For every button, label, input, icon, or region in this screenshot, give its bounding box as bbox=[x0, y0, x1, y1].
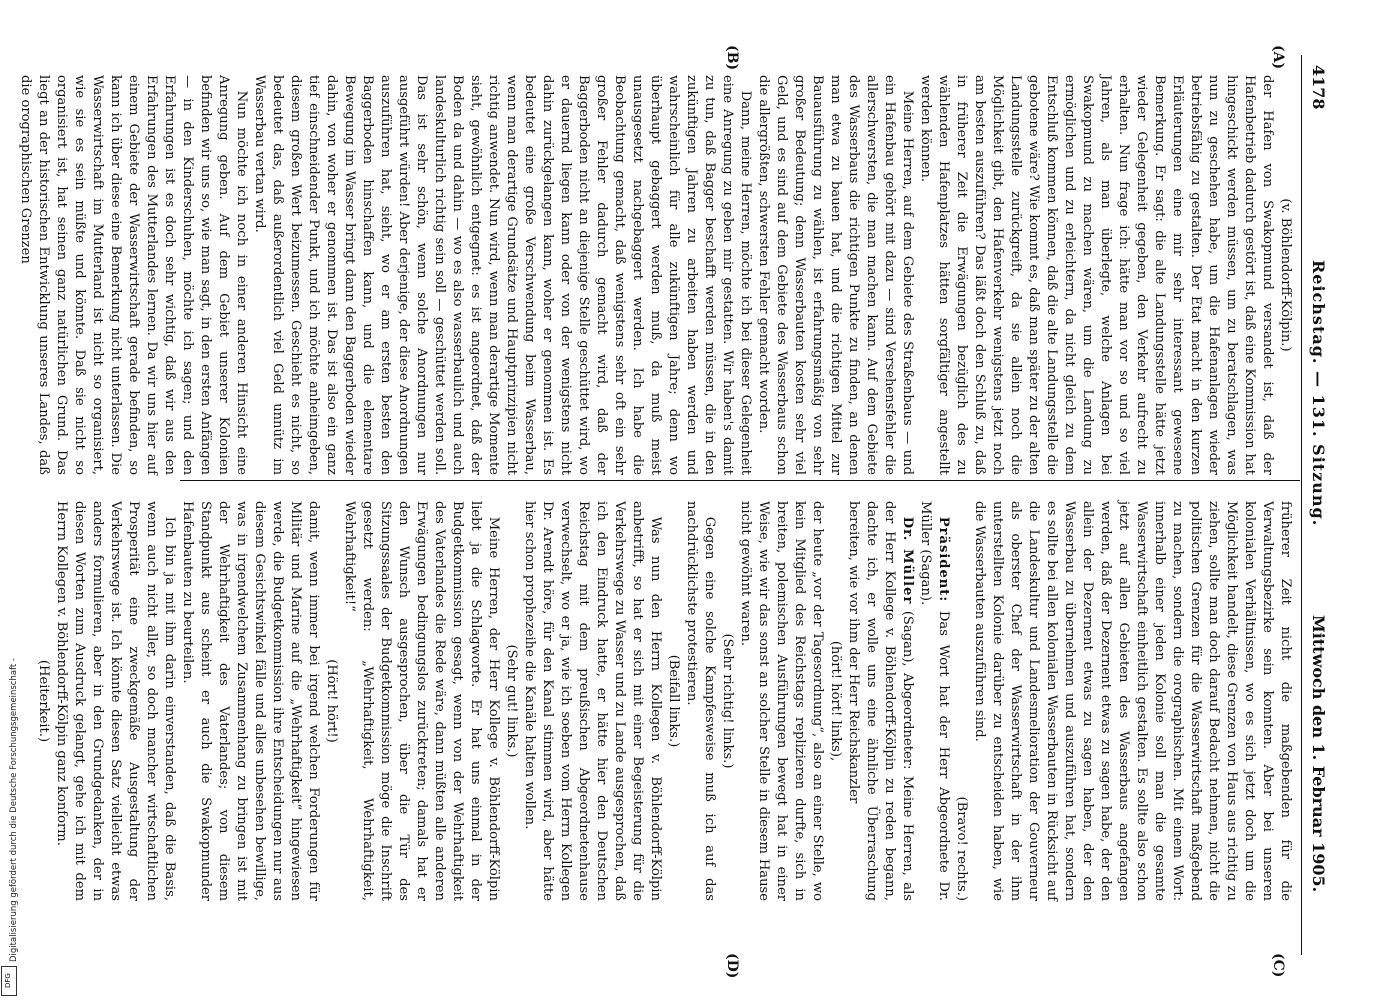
paragraph: Dann, meine Herren, möchte ich bei dieser Gelegenheit eine Anregung zu geben mir gestatten. Wir haben's damit zu tun, daß Bagger beschafft werden müssen, die in den zukünftigen Jahren zu arbeiten haben werden und wahrscheinlich für alle zukünftigen Jahre; denn wo überhaupt gebaggert werden muß, da muß meist unausgesetzt nachgebaggert werden. Ich habe die Beobachtung gemacht, daß wenigstens sehr oft ein sehr großer Fehler dadurch gemacht wird, daß der Baggerboden nicht an diejenige Stelle geschüttet wird, wo er dauernd liegen kann oder von der wenigstens nicht dahin zurückgelangen kann, woher er genommen ist. Es bedeutet eine große Verschwendung beim Wasserbau, wenn man derartige Grundsätze und Hauptprinzipien nicht richtig anwendet. Nun wird, wenn man derartige Momente sieht, gewöhnlich entgegnet: es ist angeordnet, daß der Boden da und dahin — wo es also wasserbaulich und auch landeskulturlich richtig sein soll — geschüttet werden soll. Das ist sehr schön, wenn solche Anordnungen nur ausgeführt würden! Aber derjenige, der diese Anordnungen auszuführen hat, sieht, wo er am ersten besten den Baggerboden hinschaffen kann, und die elementare Bewegung im Wasser bringt dann den Baggerboden wieder dahin, von woher er genommen ist. Das ist also ein ganz tief einschneidender Punkt, und ich möchte anheimgeben, diesem großen Wert beizumessen. Geschieht es nicht, so bedeutet das, daß außerordentlich viel Geld unnütz im Wasserbau vertan wird. bbox=[252, 75, 753, 475]
margin-marker-d: (D) bbox=[724, 953, 740, 979]
interjection: (hört! hört! links), bbox=[828, 640, 843, 762]
left-column bbox=[18, 75, 1294, 475]
paragraph: Meine Herren, der Herr Kollege v. Böhlendorff-Kölpin liebt ja die Schlagworte. Er hat uns einmal in der Budgetkommission gesagt, wenn von der Wehrhaftigkeit des Vaterlandes die Rede wäre, dann müßten alle anderen Erwägungen bedingungslos zurücktreten; damals hat er den Wunsch ausgesprochen, über die Tür des Sitzungssaales der Budgetkommission möge die Inschrift gesetzt werden: „Wehrhaftigkeit, Wehrhaftigkeit, Wehrhaftigkeit!“ bbox=[342, 501, 501, 901]
margin-marker-c: (C) bbox=[1270, 953, 1286, 978]
interjection: (Bravo! rechts.) bbox=[954, 796, 969, 901]
paragraph: früherer Zeit nicht die maßgebenden für die Verwaltungsbezirke sein konnten. Aber bei unseren kolonialen Verhältnissen, wo es sich jetzt doch um die Möglichkeit handelt, diese Grenzen von Haus aus richtig zu ziehen, sollte man doch darauf Bedacht nehmen, nicht die politischen Grenzen für die Wasserwirtschaft maßgebend zu machen, sondern die orographischen. Mit einem Wort: innerhalb einer jeden Kolonie soll man die gesamte Wasserwirtschaft einheitlich gestalten. Es sollte also schon jetzt auf allen Gebieten des Wasserbaus angefangen werden, daß der Dezernent etwas zu sagen habe, der den allein der Dezernent etwas zu sagen haben, der den Wasserbau zu übernehmen und auszuführen hat, sondern es sollte bei allen kolonialen Wasserbauten in Rücksicht auf die Landeskultur und Landesmelioration der Gouverneur als oberster Chef der Wasserwirtschaft in der ihm unterstellten Kolonie darüber zu entscheiden haben, wie die Wasserbauten auszuführen sind. bbox=[972, 501, 1293, 901]
speaker-text: (Sagan), Abgeordneter: Meine Herren, als der Herr Kollege v. Böhlendorff-Kölpin zu reden begann, dachte ich, er wolle uns eine ähnliche Überraschung bereiten, wie vor ihm der Herr Reichskanzler bbox=[846, 501, 915, 901]
speaker-statement bbox=[844, 501, 916, 901]
session-date: Mittwoch den 1. Februar 1905. bbox=[1309, 615, 1328, 893]
margin-marker-a: (A) bbox=[1270, 45, 1286, 70]
paragraph: Meine Herren, auf dem Gebiete des Straßenbaus — und ein Hafenbau gehört mit dazu — sind Versehensfehler die allerschwersten, die man machen kann. Auf dem Gebiete des Wasserbaus die richtigen Punkte zu finden, an denen man etwa zu bauen hat, und die richtigen Mittel zur Bauausführung zu wählen, ist erfahrungsmäßig von sehr großer Bedeutung; denn Wasserbauten kosten sehr viel Geld, und es sind auf dem Gebiete des Wasserbaus schon die allergrößten, schwersten Fehler gemacht worden. bbox=[756, 75, 915, 475]
header-rule bbox=[1301, 55, 1302, 955]
speaker-attribution: (v. Böhlendorff-Kölpin.) bbox=[1278, 198, 1293, 352]
right-column bbox=[36, 501, 1294, 901]
document-page bbox=[18, 25, 1330, 979]
paragraph: der heute „vor der Tagesordnung“, also an einer Stelle, wo kein Mitglied des Reichstags replizieren durfte, sich in breiten, polemischen Ausführungen bewegt hat in einer Weise, wie wir das sonst an solcher Stelle in diesem Hause nicht gewöhnt waren. bbox=[738, 501, 825, 901]
paragraph: der Hafen von Swakopmund versandet ist, daß der Hafenbetrieb dadurch gestört ist, daß eine Kommission hat hingeschickt werden müssen, um zu beratschlagen, was nun zu geschehen habe, um die Hafenanlagen wieder betriebsfähig zu gestalten. Der Etat macht in den kurzen Erläuterungen eine mir sehr interessant gewesene Bemerkung. Er sagt: die alte Landungsstelle hätte jetzt wieder Gelegenheit gegeben, den Verkehr aufrecht zu erhalten. Nun frage ich: hätte man vor so und so viel Jahren, als man überlegte, welche Anlagen bei Swakopmund zu machen wären, um die Landung zu ermöglichen und zu erleichtern, da nicht gleich zu dem Entschluß kommen können, daß die alte Landungsstelle die gebotene wäre? Wie kommt es, daß man später zu der alten Landungsstelle zurückgreift, da sie allein noch die Möglichkeit gibt, den Hafenverkehr wenigstens jetzt noch am besten auszuführen? Das läßt doch den Schluß zu, daß in früherer Zeit die Erwägungen bezüglich des zu wählenden Hafenplatzes hätten sorgfältiger angestellt werden können. bbox=[918, 75, 1275, 475]
margin-marker-b: (B) bbox=[724, 45, 740, 71]
interjection: (Heiterkeit.) bbox=[36, 659, 51, 743]
column-divider bbox=[180, 480, 1300, 481]
interjection: (Sehr richtig! links.) bbox=[720, 633, 735, 769]
paragraph: Gegen eine solche Kampfesweise muß ich auf das nachdrücklichste protestieren. bbox=[684, 501, 717, 901]
president-statement bbox=[916, 501, 952, 901]
page-header bbox=[1304, 25, 1330, 975]
speaker-label: Dr. Müller bbox=[900, 516, 915, 605]
interjection: (Sehr gut! links.) bbox=[504, 644, 519, 758]
session-title: Reichstag. — 131. Sitzung. bbox=[1309, 260, 1328, 527]
paragraph: Nun möchte ich noch in einer anderen Hinsicht eine Anregung geben. Auf dem Gebiet unserer Kolonien befinden wir uns so, wie man sagt, in den ersten Anfängen — in den Kinderschuhen, möchte ich sagen; und den Erfahrungen ist es doch sehr wichtig, daß wir aus den Erfahrungen des Mutterlandes lernen. Da wir uns hier auf einem Gebiete der Wasserwirtschaft gerade befinden, so kann ich über diese eine Bemerkung nicht unterlassen. Die Wasserwirtschaft im Mutterland ist nicht so organisiert, wie sie es sein müßte und könnte. Daß sie nicht so organisiert ist, hat seinen ganz natürlichen Grund. Das liegt an der historischen Entwicklung unseres Landes, daß die orographischen Grenzen bbox=[18, 75, 249, 475]
dfg-logo: DFG bbox=[1, 966, 17, 996]
digitization-credit: Digitalisierung gefördert durch die Deutsche Forschungsgemeinschaft - bbox=[9, 658, 19, 962]
president-text: Das Wort hat der Herr Abgeordnete Dr. Müller (Sagan). bbox=[918, 501, 951, 901]
paragraph: Was nun den Herrn Kollegen v. Böhlendorff-Kölpin anbetrifft, so hat er sich mit einer Begeisterung für die Verkehrswege zu Wasser und zu Lande ausgesprochen, daß ich den Eindruck hatte, er hätte hier den Deutschen Reichstag mit dem preußischen Abgeordnetenhause verwechselt, wo er ja, wie ich soeben vom Herrn Kollegen Dr. Arendt höre, für den Kanal stimmen wird, aber hätte hier schon prophezeihe die Kanäle halten wollen. bbox=[522, 501, 663, 901]
interjection: (Hört! hört!) bbox=[324, 659, 339, 743]
president-label: Präsident: bbox=[936, 516, 951, 603]
page-number: 4178 bbox=[1309, 65, 1328, 110]
paragraph: Ich bin ja mit ihm darin einverstanden, daß die Basis, wenn auch nicht aller, so doch mancher wirtschaftlichen Prosperität eine zweckgemäße Ausgestaltung der Verkehrswege ist. Ich könnte diesen Satz vielleicht etwas anders formulieren, aber in den Grundgedanken, der in diesen Worten zum Ausdruck gelangt, gehe ich mit dem Herrn Kollegen v. Böhlendorff-Kölpin ganz konform. bbox=[54, 501, 177, 901]
paragraph: damit, wenn immer bei irgend welchen Forderungen für Militär und Marine auf die „Wehrhaftigkeit“ hingewiesen werde, die Budgetkommission ihre Entscheidungen nur aus diesem Gesichtswinkel fälle und alles unbesehen bewillige, was in irgendwelchem Zusammenhang zu bringen ist mit der Wehrhaftigkeit des Vaterlandes; von diesem Standpunkt aus scheint er auch die Swakopmunder Hafenbauten zu beurteilen. bbox=[180, 501, 321, 901]
interjection: (Beifall links.) bbox=[666, 654, 681, 748]
